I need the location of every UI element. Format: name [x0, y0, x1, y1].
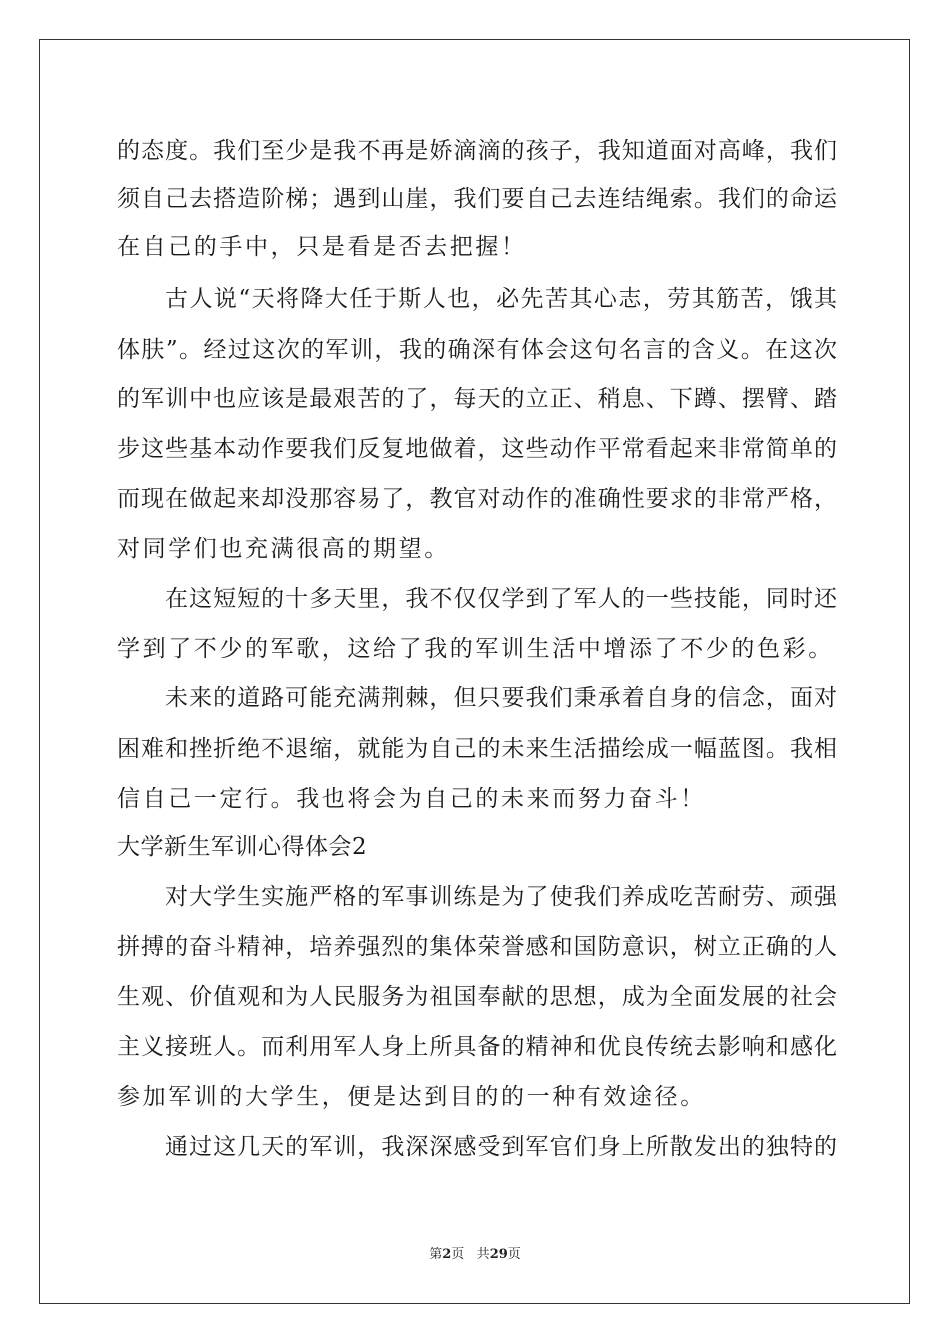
footer-total-suffix: 页 [507, 1247, 521, 1262]
text-line: 步这些基本动作要我们反复地做着，这些动作平常看起来非常简单的 [117, 436, 837, 462]
footer-current-page: 2 [442, 1247, 452, 1262]
text-line: 通过这几天的军训，我深深感受到军官们身上所散发出的独特的 [165, 1134, 837, 1160]
text-line: 主义接班人。而利用军人身上所具备的精神和优良传统去影响和感化 [117, 1034, 837, 1060]
footer-prefix: 第 [429, 1247, 443, 1262]
text-line: 信自己一定行。我也将会为自己的未来而努力奋斗！ [117, 786, 706, 812]
footer-total-prefix: 共 [476, 1247, 490, 1262]
text-line: 参加军训的大学生，便是达到目的的一种有效途径。 [117, 1084, 706, 1110]
footer-total-pages: 29 [489, 1247, 508, 1262]
text-line: 对同学们也充满很高的期望。 [117, 536, 450, 562]
text-line: 对大学生实施严格的军事训练是为了使我们养成吃苦耐劳、顽强 [165, 884, 837, 910]
text-line: 古人说“天将降大任于斯人也，必先苦其心志，劳其筋苦，饿其 [165, 286, 837, 312]
text-line: 未来的道路可能充满荆棘，但只要我们秉承着自身的信念，面对 [165, 685, 837, 711]
text-line: 学到了不少的军歌，这给了我的军训生活中增添了不少的色彩。 [117, 636, 834, 662]
text-line: 在自己的手中，只是看是否去把握！ [117, 234, 527, 260]
text-line: 生观、价值观和为人民服务为祖国奉献的思想，成为全面发展的社会 [117, 984, 837, 1010]
page-footer [0, 1247, 950, 1263]
page-border [39, 39, 910, 1304]
text-line: 体肤”。经过这次的军训，我的确深有体会这句名言的含义。在这次 [117, 337, 837, 363]
text-line: 须自己去搭造阶梯；遇到山崖，我们要自己去连结绳索。我们的命运 [117, 186, 837, 212]
section-heading: 大学新生军训心得体会2 [117, 834, 368, 860]
text-line: 拼搏的奋斗精神，培养强烈的集体荣誉感和国防意识，树立正确的人 [117, 934, 837, 960]
text-line: 的态度。我们至少是我不再是娇滴滴的孩子，我知道面对高峰，我们 [117, 138, 837, 164]
text-line: 的军训中也应该是最艰苦的了，每天的立正、稍息、下蹲、摆臂、踏 [117, 386, 837, 412]
footer-page-word: 页 [451, 1247, 465, 1262]
text-line: 在这短短的十多天里，我不仅仅学到了军人的一些技能，同时还 [165, 586, 837, 612]
text-line: 困难和挫折绝不退缩，就能为自己的未来生活描绘成一幅蓝图。我相 [117, 736, 837, 762]
text-line: 而现在做起来却没那容易了，教官对动作的准确性要求的非常严格， [117, 486, 837, 512]
